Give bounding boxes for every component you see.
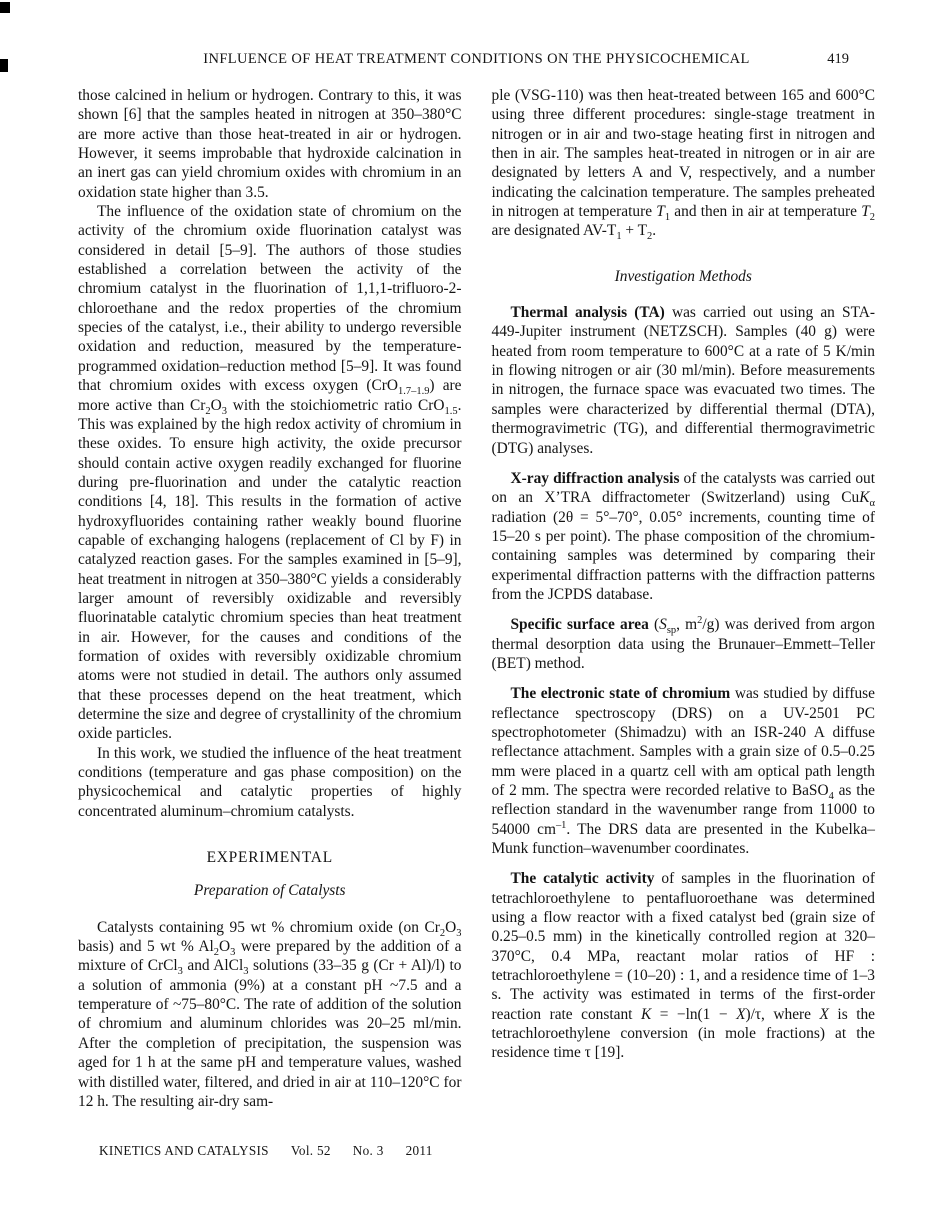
subsection-heading: Investigation Methods xyxy=(614,267,752,285)
column-left xyxy=(78,86,462,1111)
article-body xyxy=(78,86,875,1111)
journal-issue: No. 3 xyxy=(352,1143,384,1158)
subsection-heading: Preparation of Catalysts xyxy=(193,882,346,900)
running-head xyxy=(78,51,875,68)
paragraph: The catalytic activity of samples in the fluorination of tetrachloroethylene to pentafluoroethane was determined using a flow reactor with a fixed catalyst bed (grain size of 0.25–0.5 mm) in the kinetically controlled region at 320–370°C, 0.4 MPa, reactant molar ratios of HF : tetrachloroethylene = (10–20) : 1, and a residence time of 1–3 s. The activity was estimated in terms of the first-order reaction rate constant K = −ln(1 − X)/τ, where X is the tetrachloroethylene conversion (in mole fractions) at the residence time τ [19]. xyxy=(491,870,875,1062)
scan-artifact xyxy=(0,59,8,72)
paragraph: The electronic state of chromium was studied by diffuse reflectance spectroscopy (DRS) on a UV-2501 PC spectrophotometer (Shimadzu) with an ISR-240 A diffuse reflectance attachment. Samples with a grain size of 0.5–0.25 mm were placed in a quartz cell with am optical path length of 2 mm. The spectra were recorded relative to BaSO$_4$ as the reflection standard in the wavenumber range from 11000 to 54000 $cm^{-1}$. The DRS data are presented in the Kubelka–Munk function–wavenumber coordinates. xyxy=(491,685,876,858)
paragraph: The influence of the oxidation state of chromium on the activity of the chromium oxide fluorination catalyst was considered in detail [5–9]. The authors of those studies established a correlation between the activity of the chromium catalyst in the fluorination of 1,1,1-trifluoro-2-chloroethane and the redox properties of the chromium species of the catalyst, i.e., their ability to undergo reversible oxidation and reduction, measured by the temperature-programmed oxidation–reduction method [5–9]. It was found that chromium oxides with excess oxygen (CrO$_{1.7-1.9}$) are more active than $Cr_2O_3$ with the stoichiometric ratio CrO$_{1.5}$. This was explained by the high redox activity of chromium in these oxides. To ensure high activity, the oxide precursor should contain active oxygen readily exchanged for fluorine during pre-fluorination and under the catalytic reaction conditions [4, 18]. This results in the formation of active hydroxyfluorides containing rather weakly bound fluorine capable of exchanging halogens (replacement of Cl by F) in catalyzed reaction gases. For the samples examined in [5–9], heat treatment in nitrogen at 350–380°C yields a considerably larger amount of reversibly oxidizable and reversibly fluorinatable catalytic chromium species than heat treatment in air. However, for the causes and conditions of the formation of oxides with reversibly oxidizable chromium atoms were not studied in detail. The authors only assumed that these processes depend on the heat treatment, which determine the size and degree of crystallinity of the chromium oxide particles. xyxy=(78,203,462,743)
journal-year: 2011 xyxy=(405,1143,433,1158)
paragraph: Thermal analysis (TA) was carried out using an STA-449-Jupiter instrument (NETZSCH). Samples (40 g) were heated from room temperature to 600°C at a rate of 5 K/min in flowing nitrogen or air (30 ml/min). Before measurements in nitrogen, the furnace space was evacuated two times. The samples were characterized by differential thermal (DTA), thermogravimetric (TG), and differential thermogravimetric (DTG) analyses. xyxy=(491,304,876,457)
paragraph: In this work, we studied the influence of the heat treatment conditions (temperature and gas phase composition) on the physicochemical and catalytic properties of highly concentrated aluminum–chromium catalysts. xyxy=(78,744,462,820)
paragraph: Specific surface area ($S_{sp}$, $m^2/g$) was derived from argon thermal desorption data using the Brunauer–Emmett–Teller (BET) method. xyxy=(491,615,875,672)
paragraph: those calcined in helium or hydrogen. Contrary to this, it was shown [6] that the samples heated in nitrogen at 350–380°C are more active than those heat-treated in air or hydrogen. However, it seems improbable that hydroxide calcination in an inert gas can yield chromium oxides with chromium in an oxidation state higher than 3.5. xyxy=(78,87,462,201)
journal-volume: Vol. 52 xyxy=(290,1143,331,1158)
running-title: INFLUENCE OF HEAT TREATMENT CONDITIONS ON THE PHYSICOCHEMICAL xyxy=(203,51,750,67)
scan-artifact xyxy=(0,2,10,13)
paragraph: X-ray diffraction analysis of the catalysts was carried out on an X’TRA diffractometer (Switzerland) using CuK$_\alpha$ radiation (2θ = 5°–70°, 0.05° increments, counting time of 15–20 s per point). The phase composition of the chromium-containing samples was determined by comparing their experimental diffraction patterns with the diffraction patterns from the JCPDS database. xyxy=(491,469,875,603)
page-number: 419 xyxy=(827,51,849,67)
paragraph: ple (VSG-110) was then heat-treated between 165 and 600°C using three different procedures: single-stage treatment in nitrogen or in air and two-stage heating first in nitrogen and then in air. The samples heat-treated in nitrogen or in air are designated by letters A and V, respectively, and a number indicating the calcination temperature. The samples preheated in nitrogen at temperature $T_1$ and then in air at temperature $T_2$ are designated $AV-T_1 + T_2$. xyxy=(491,87,876,243)
column-right xyxy=(492,86,876,1111)
journal-footline xyxy=(99,1143,455,1159)
section-heading: EXPERIMENTAL xyxy=(206,849,333,867)
journal-name: KINETICS AND CATALYSIS xyxy=(99,1143,269,1158)
paragraph: Catalysts containing 95 wt % chromium oxide (on $Cr_2O_3$ basis) and 5 wt % $Al_2O_3$ were prepared by the addition of a mixture of CrCl$_3$ and AlCl$_3$ solutions (33–35 g (Cr + Al)/l) to a solution of ammonia (9%) at a constant pH ~7.5 and a temperature of ~75–80°C. The rate of addition of the solution of chromium and aluminum chlorides was 20–25 ml/min. After the completion of precipitation, the suspension was aged for 1 h at the same pH and temperature values, washed with distilled water, filtered, and dried in air at 110–120°C for 12 h. The resulting air-dry sam- xyxy=(78,918,462,1110)
